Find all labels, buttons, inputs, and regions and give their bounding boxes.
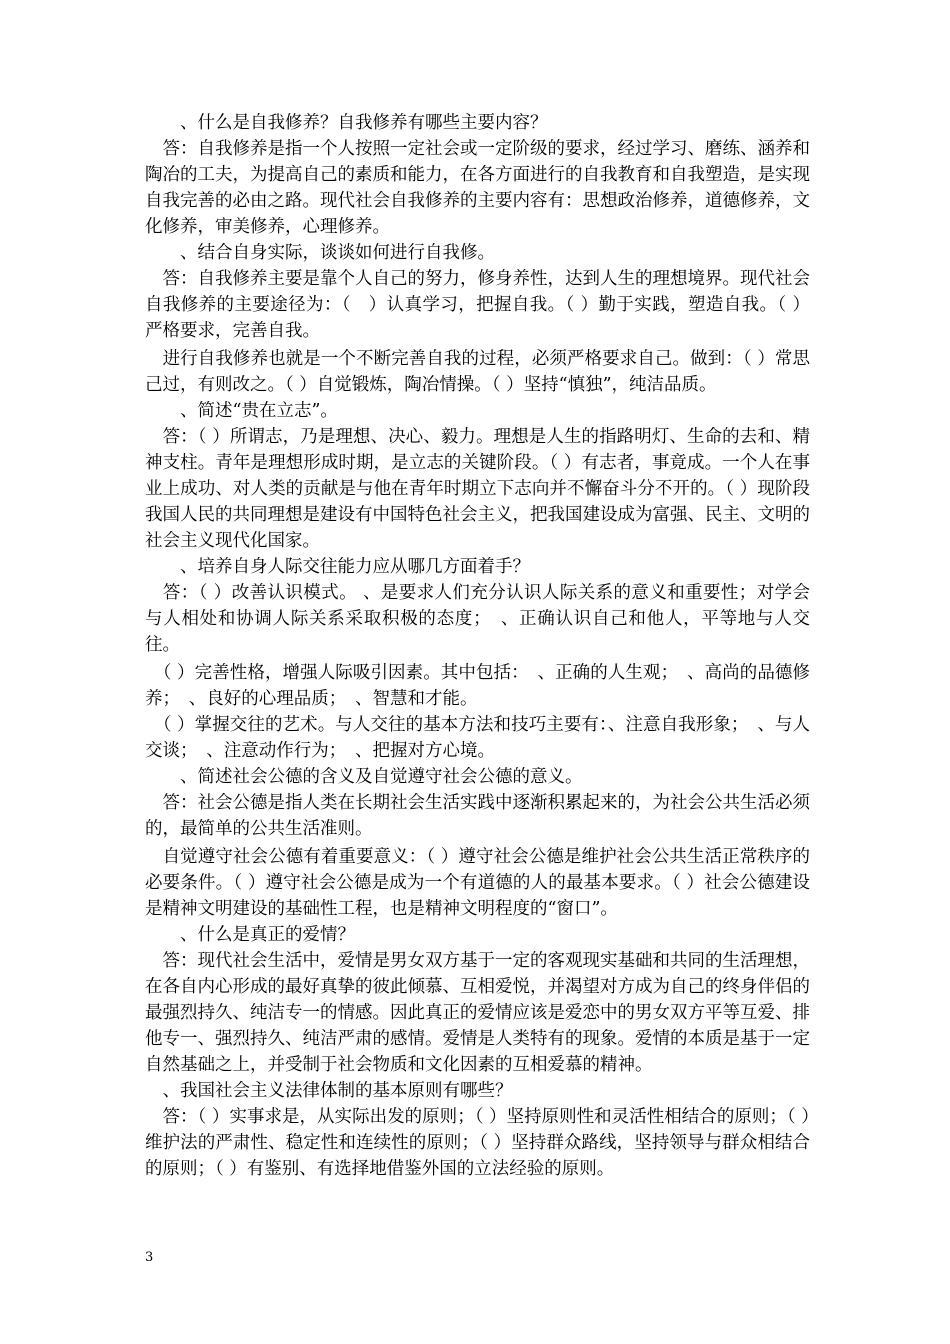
question-legal-principles: 、我国社会主义法律体制的基本原则有哪些？: [145, 1081, 513, 1101]
answer-how-to-cultivate-continued: 进行自我修养也就是一个不断完善自我的过程，必须严格要求自己。做到：（ ）常思己过，有则改之。（ ）自觉锻炼，陶冶情操。（ ）坚持“慎独”，纯洁品质。: [145, 349, 810, 395]
question-ambition: 、简述“贵在立志”。: [145, 401, 338, 421]
question-self-cultivation: 、什么是自我修养？自我修养有哪些主要内容？: [145, 113, 548, 133]
answer-ambition: 答：（ ）所谓志，乃是理想、决心、毅力。理想是人生的指路明灯、生命的去和、精神支柱。青年是理想形成时期，是立志的关键阶段。（ ）有志者，事竟成。一个人在事业上成功、对人类的贡献是与他在青年时期立下志向并不懈奋斗分不开的。（ ）现阶段我国人民的共同理想是建设有中国特色社会主义，把我国建设成为富强、民主、文明的社会主义现代化国家。: [145, 427, 810, 551]
answer-self-cultivation: 答：自我修养是指一个人按照一定社会或一定阶级的要求，经过学习、磨练、涵养和陶冶的工夫，为提高自己的素质和能力，在各方面进行的自我教育和自我塑造，是实现自我完善的必由之路。现代社会自我修养的主要内容有：思想政治修养，道德修养，文化修养，审美修养，心理修养。: [145, 139, 810, 237]
answer-true-love: 答：现代社会生活中，爱情是男女双方基于一定的客观现实基础和共同的生活理想，在各自内心形成的最好真挚的彼此倾慕、互相爱悦，并渴望对方成为自己的终身伴侣的最强烈持久、纯洁专一的情感。因此真正的爱情应该是爱恋中的男女双方平等互爱、排他专一、强烈持久、纯洁严肃的感情。爱情是人类特有的现象。爱情的本质是基于一定自然基础之上，并受制于社会物质和文化因素的互相爱慕的精神。: [145, 951, 810, 1075]
page-number: 3: [145, 1250, 154, 1265]
answer-interpersonal-2: （ ）完善性格，增强人际吸引因素。其中包括： 、正确的人生观； 、高尚的品德修养； 、良好的心理品质； 、智慧和才能。: [145, 663, 810, 709]
answer-interpersonal-3: （ ）掌握交往的艺术。与人交往的基本方法和技巧主要有：、注意自我形象； 、与人交谈； 、注意动作行为； 、把握对方心境。: [145, 715, 810, 761]
question-how-to-cultivate: 、结合自身实际，谈谈如何进行自我修。: [145, 243, 495, 263]
page-body: [145, 110, 810, 1182]
question-true-love: 、什么是真正的爱情？: [145, 925, 355, 945]
answer-interpersonal-1: 答：（ ）改善认识模式。 、是要求人们充分认识人际关系的意义和重要性；对学会与人相处和协调人际关系采取积极的态度； 、正确认识自己和他人，平等地与人交往。: [145, 583, 810, 655]
answer-how-to-cultivate: 答：自我修养主要是靠个人自己的努力，修身养性，达到人生的理想境界。现代社会自我修养的主要途径为：（ ）认真学习，把握自我。（ ）勤于实践，塑造自我。（ ）严格要求，完善自我。: [145, 269, 810, 341]
answer-legal-principles: 答：（ ）实事求是，从实际出发的原则；（ ）坚持原则性和灵活性相结合的原则；（ ）维护法的严肃性、稳定性和连续性的原则；（ ）坚持群众路线，坚持领导与群众相结合的原则；（ ）有鉴别、有选择地借鉴外国的立法经验的原则。: [145, 1107, 810, 1179]
question-interpersonal: 、培养自身人际交往能力应从哪几方面着手？: [145, 557, 530, 577]
question-public-morality: 、简述社会公德的含义及自觉遵守社会公德的意义。: [145, 767, 583, 787]
answer-public-morality-significance: 自觉遵守社会公德有着重要意义：（ ）遵守社会公德是维护社会公共生活正常秩序的必要条件。（ ）遵守社会公德是成为一个有道德的人的最基本要求。（ ）社会公德建设是精神文明建设的基础性工程，也是精神文明程度的“窗口”。: [145, 847, 810, 919]
answer-public-morality-definition: 答：社会公德是指人类在长期社会生活实践中逐渐积累起来的，为社会公共生活必须的，最简单的公共生活准则。: [145, 793, 810, 839]
